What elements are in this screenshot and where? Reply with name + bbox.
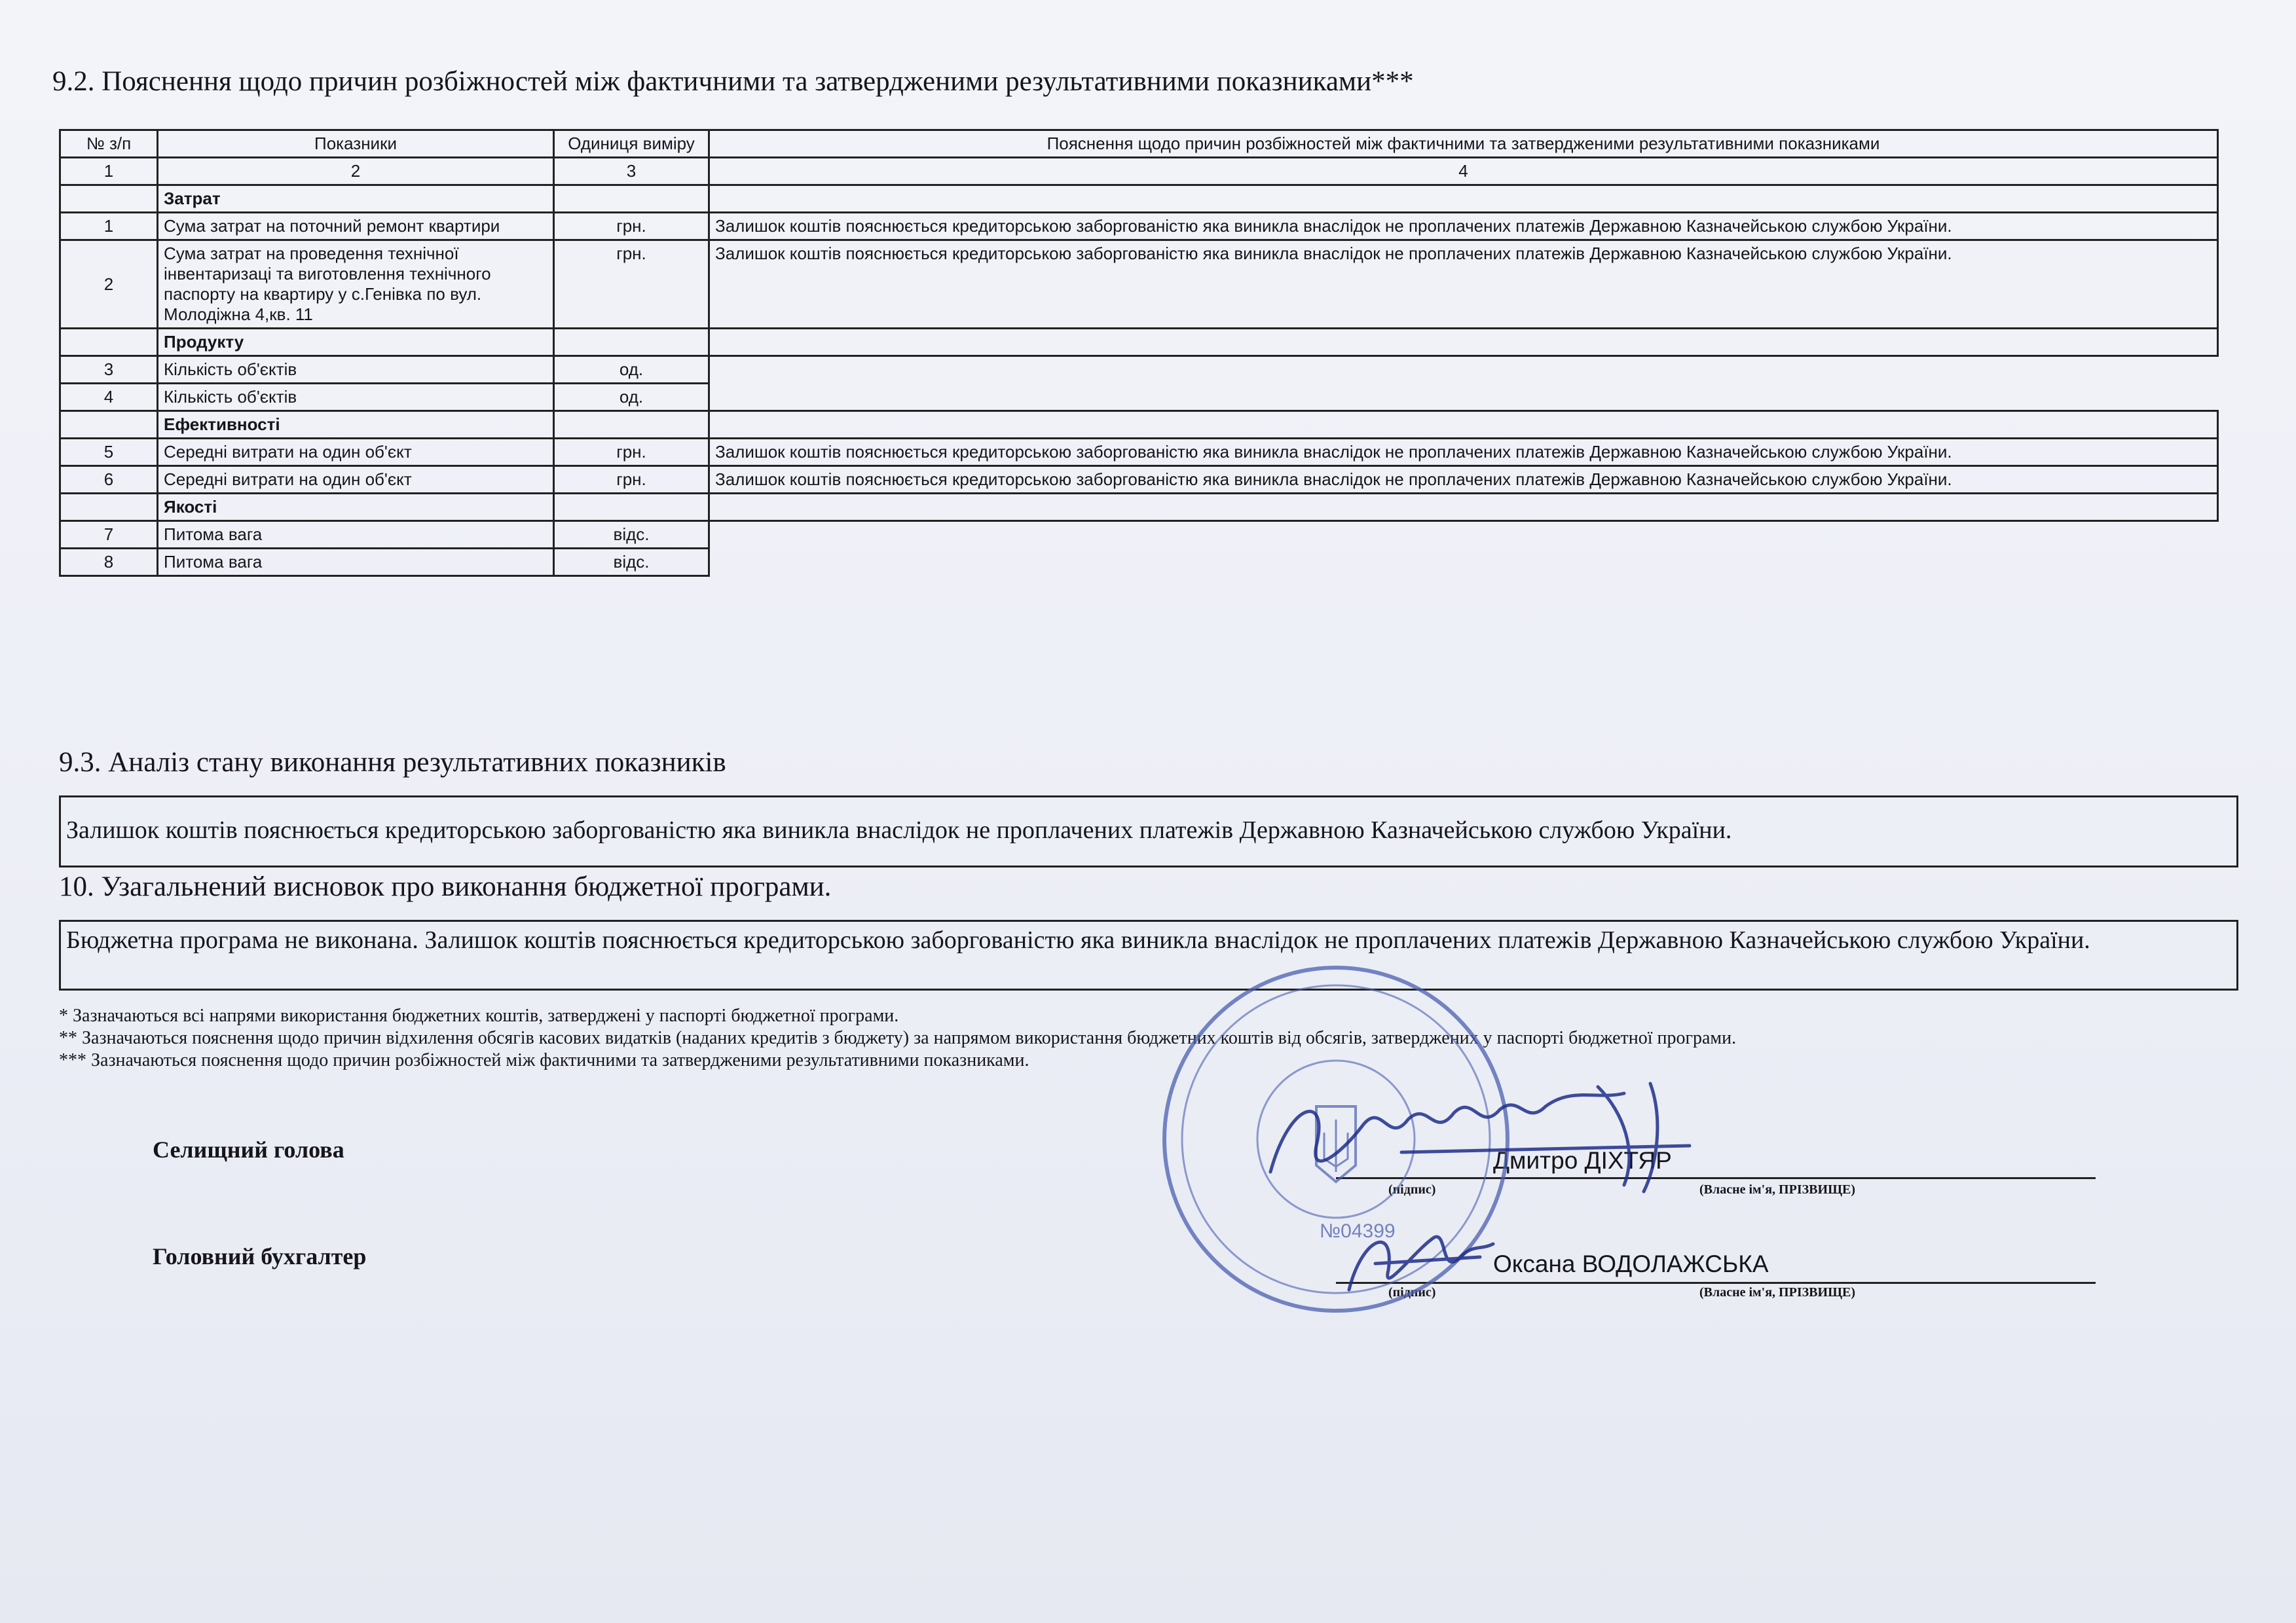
row-no: 6 (60, 466, 158, 494)
row-explanation (709, 549, 2218, 576)
row-unit: грн. (554, 466, 709, 494)
row-explanation (709, 356, 2218, 384)
row-unit: відс. (554, 549, 709, 576)
row-no: 2 (60, 240, 158, 329)
row-name: Питома вага (158, 521, 554, 549)
table-row (60, 356, 2218, 384)
table-header-row (60, 130, 2218, 158)
row-explanation: Залишок коштів пояснюється кредиторською заборгованістю яка виникла внаслідок не проплачених платежів Державною Казначейською службою України. (709, 240, 2218, 329)
table-row (60, 549, 2218, 576)
row-unit: од. (554, 384, 709, 411)
footnote: * Зазначаються всі напрями використання бюджетних коштів, затверджені у паспорті бюджетної програми. (59, 1006, 899, 1026)
row-unit: грн. (554, 439, 709, 466)
section-10-title: 10. Узагальнений висновок про виконання бюджетної програми. (59, 871, 832, 902)
col-number: 1 (60, 158, 158, 185)
row-name: Кількість об'єктів (158, 384, 554, 411)
table-row (60, 384, 2218, 411)
row-name: Сума затрат на поточний ремонт квартири (158, 213, 554, 240)
signature-role: Головний бухгалтер (153, 1243, 367, 1269)
name-caption: (Власне ім'я, ПРІЗВИЩЕ) (1699, 1182, 1856, 1197)
table-row (60, 521, 2218, 549)
category-row (60, 329, 2218, 356)
col-number: 4 (709, 158, 2218, 185)
table-row (60, 240, 2218, 329)
footnote: ** Зазначаються пояснення щодо причин відхилення обсягів касових видатків (наданих кредитів з бюджету) за напрямом використання бюджетних коштів від обсягів, затверджених у паспорті бюджетної програми. (59, 1028, 1737, 1049)
footnote: *** Зазначаються пояснення щодо причин розбіжностей між фактичними та затвердженими результативними показниками. (59, 1050, 1029, 1071)
row-explanation: Залишок коштів пояснюється кредиторською заборгованістю яка виникла внаслідок не проплачених платежів Державною Казначейською службою України. (709, 439, 2218, 466)
row-no: 5 (60, 439, 158, 466)
row-name: Середні витрати на один об'єкт (158, 439, 554, 466)
row-no: 3 (60, 356, 158, 384)
section-10-text: Бюджетна програма не виконана. Залишок коштів пояснюється кредиторською заборгованістю яка виникла внаслідок не проплачених платежів Державною Казначейською службою України. (59, 920, 2238, 991)
row-unit: грн. (554, 240, 709, 329)
row-name: Сума затрат на проведення технічної інвентаризаці та виготовлення технічного паспорту на квартиру у с.Генівка по вул. Молодіжна 4,кв. 11 (158, 240, 554, 329)
row-name: Питома вага (158, 549, 554, 576)
header-no: № з/п (60, 130, 158, 158)
category-label: Затрат (158, 185, 554, 213)
category-label: Ефективності (158, 411, 554, 439)
table-row (60, 213, 2218, 240)
signatory-name: Дмитро ДІХТЯР (1493, 1147, 1672, 1174)
category-row (60, 494, 2218, 521)
table-row (60, 466, 2218, 494)
signatory-name: Оксана ВОДОЛАЖСЬКА (1493, 1250, 1769, 1277)
table-row (60, 439, 2218, 466)
row-no: 8 (60, 549, 158, 576)
header-explanation: Пояснення щодо причин розбіжностей між фактичними та затвердженими результативними показниками (709, 130, 2218, 158)
name-caption: (Власне ім'я, ПРІЗВИЩЕ) (1699, 1285, 1856, 1300)
row-name: Середні витрати на один об'єкт (158, 466, 554, 494)
row-explanation: Залишок коштів пояснюється кредиторською заборгованістю яка виникла внаслідок не проплачених платежів Державною Казначейською службою України. (709, 466, 2218, 494)
header-unit: Одиниця виміру (554, 130, 709, 158)
row-no: 1 (60, 213, 158, 240)
row-unit: відс. (554, 521, 709, 549)
sign-caption: (підпис) (1388, 1182, 1436, 1197)
sign-caption: (підпис) (1388, 1285, 1436, 1300)
section-9-3-title: 9.3. Аналіз стану виконання результативних показників (59, 747, 726, 778)
category-row (60, 185, 2218, 213)
row-name: Кількість об'єктів (158, 356, 554, 384)
column-number-row (60, 158, 2218, 185)
header-indicators: Показники (158, 130, 554, 158)
category-row (60, 411, 2218, 439)
row-explanation (709, 384, 2218, 411)
row-unit: грн. (554, 213, 709, 240)
row-no: 4 (60, 384, 158, 411)
section-9-2-title: 9.2. Пояснення щодо причин розбіжностей між фактичними та затвердженими результативними показниками*** (52, 66, 1414, 97)
row-explanation (709, 521, 2218, 549)
signature-role: Селищний голова (153, 1137, 344, 1163)
category-label: Якості (158, 494, 554, 521)
col-number: 3 (554, 158, 709, 185)
row-no: 7 (60, 521, 158, 549)
category-label: Продукту (158, 329, 554, 356)
signature-scribble-head (1231, 1074, 1729, 1205)
signature-scribble-accountant (1336, 1211, 1506, 1303)
stamp-number: №04399 (1320, 1220, 1396, 1242)
row-explanation: Залишок коштів пояснюється кредиторською заборгованістю яка виникла внаслідок не проплачених платежів Державною Казначейською службою України. (709, 213, 2218, 240)
row-unit: од. (554, 356, 709, 384)
col-number: 2 (158, 158, 554, 185)
indicators-table (59, 129, 2219, 577)
section-9-3-text: Залишок коштів пояснюється кредиторською заборгованістю яка виникла внаслідок не проплачених платежів Державною Казначейською службою України. (59, 795, 2238, 867)
